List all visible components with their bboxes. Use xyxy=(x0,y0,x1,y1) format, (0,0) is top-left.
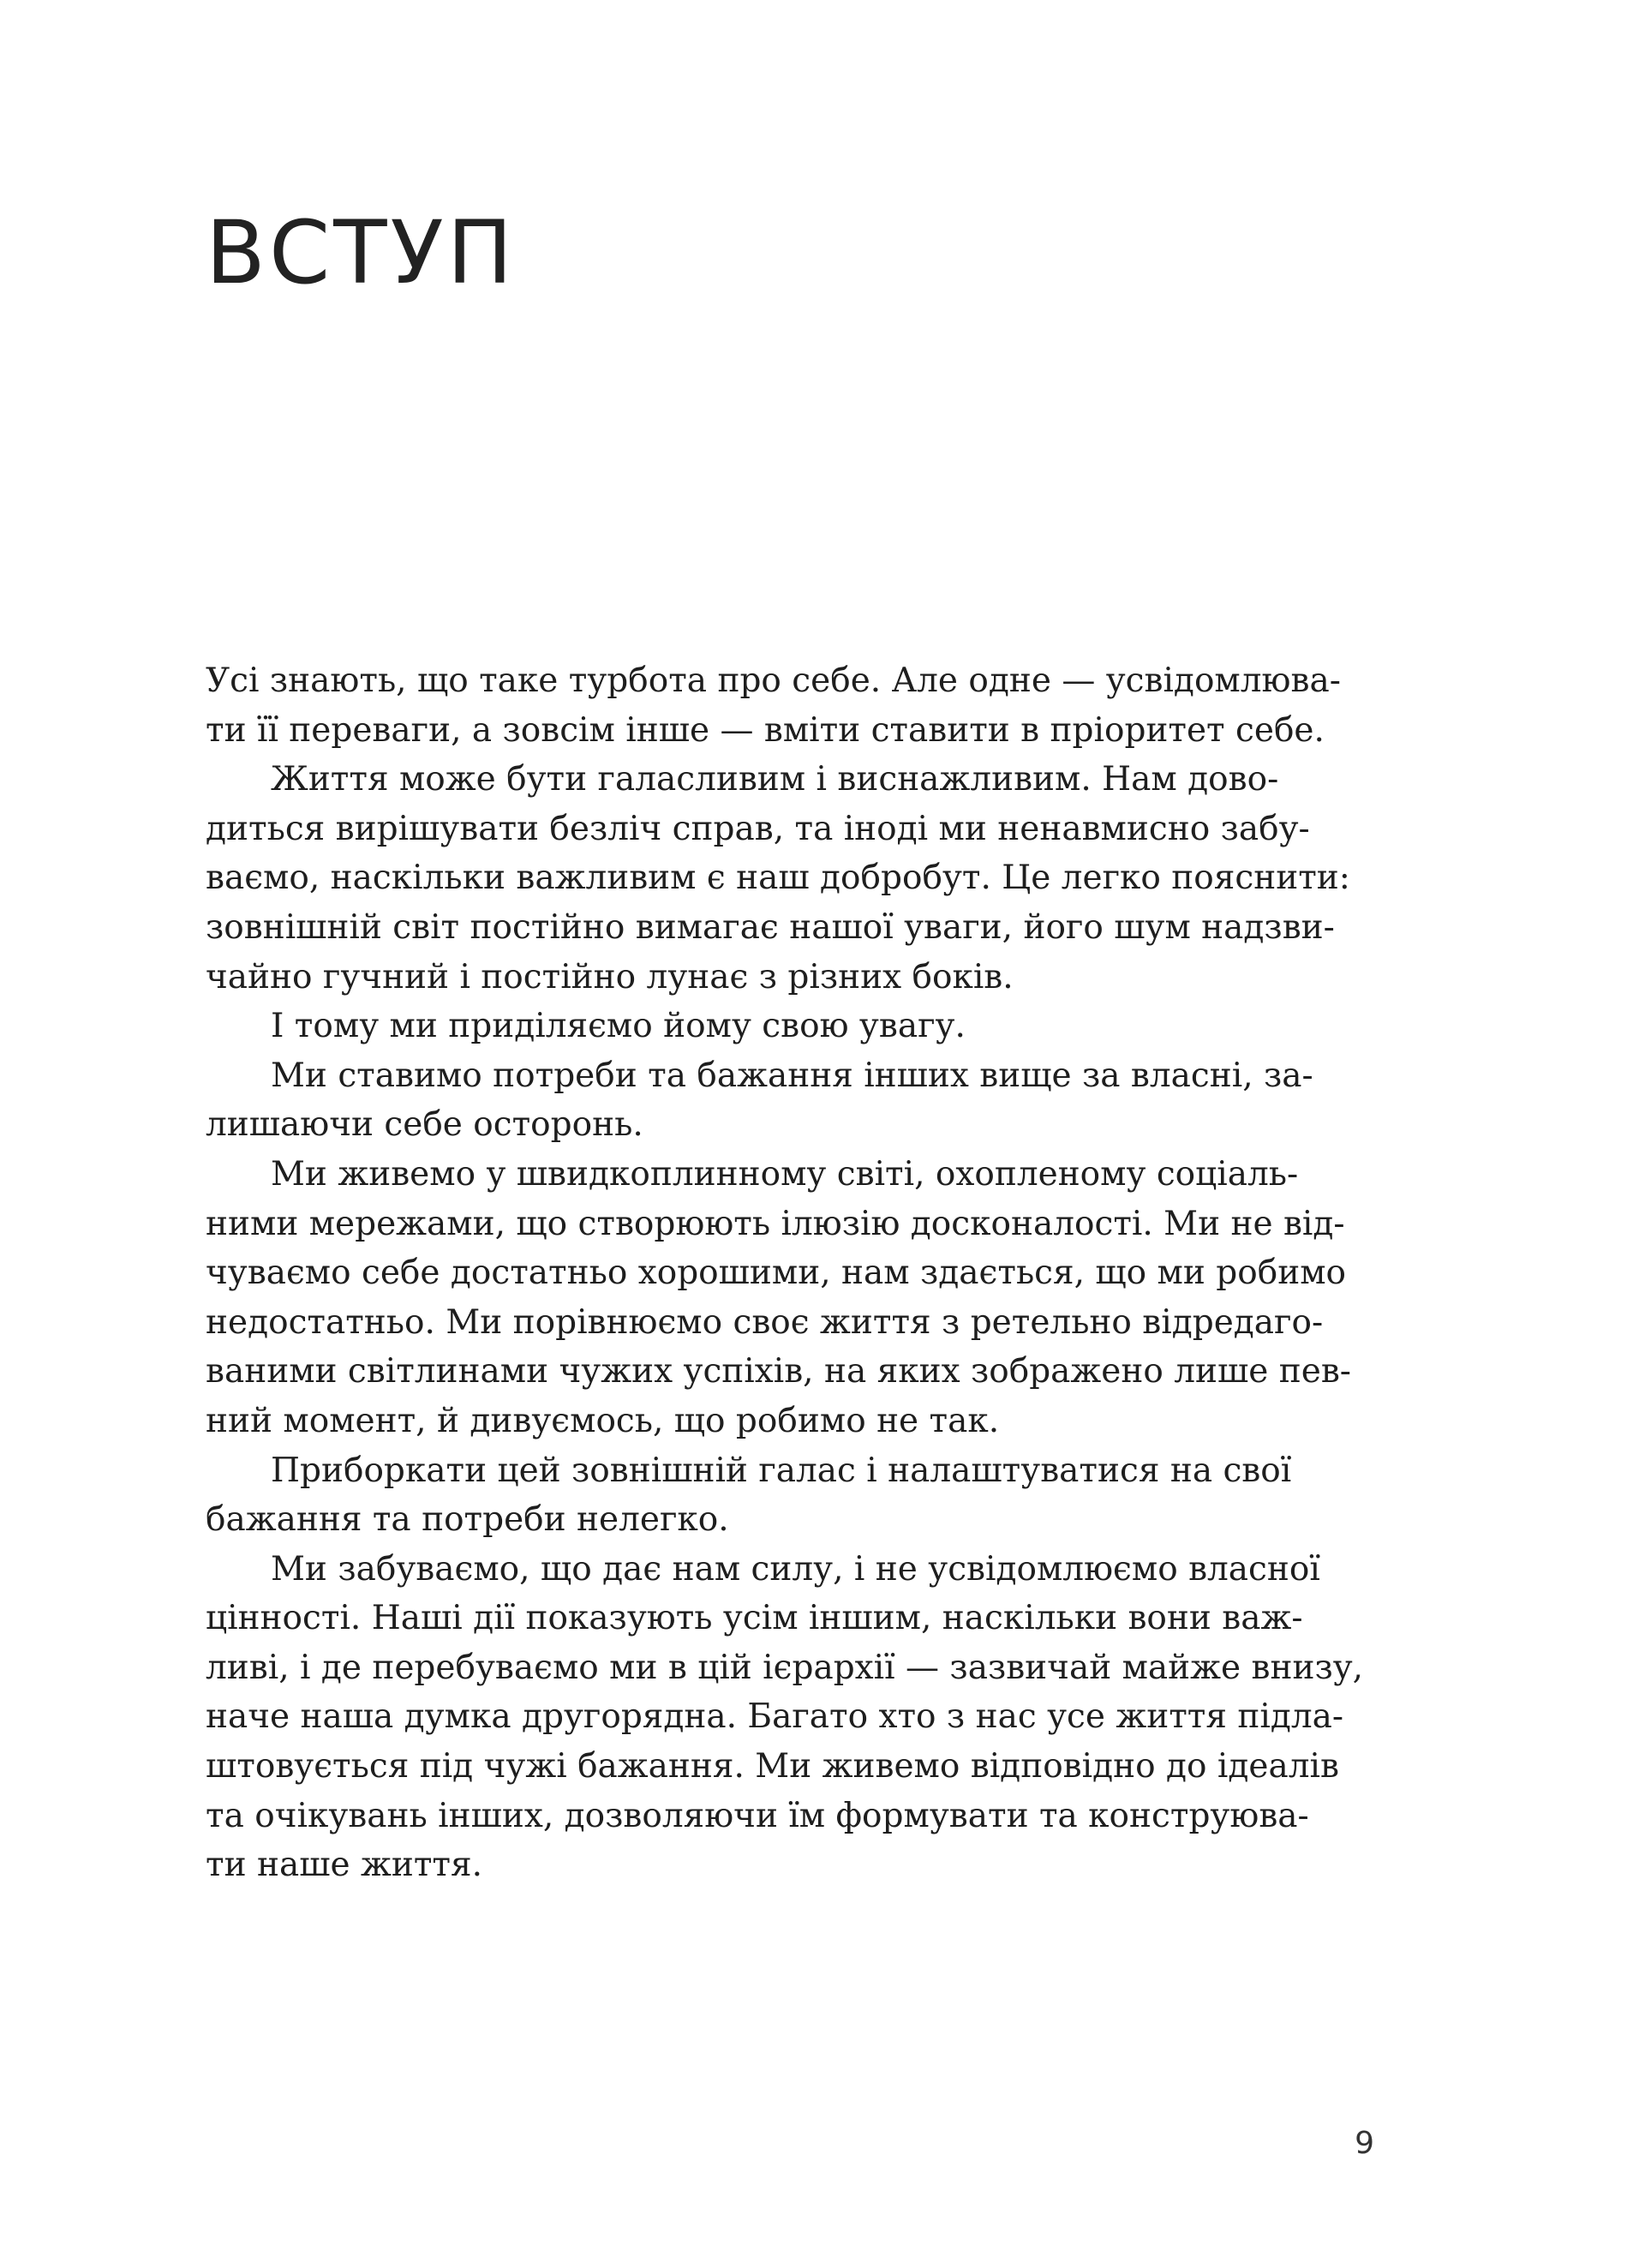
text-line: ливі, і де перебуваємо ми в цій ієрархії — зазвичай майже внизу, xyxy=(206,1648,1364,1687)
text-line: ти її переваги, а зовсім інше — вміти ставити в пріоритет себе. xyxy=(206,710,1325,750)
text-line: бажання та потреби нелегко. xyxy=(206,1500,729,1540)
text-line: Усі знають, що таке турбота про себе. Але одне — усвідомлюва- xyxy=(206,661,1341,700)
text-line: Життя може бути галасливим і виснажливим. Нам дово- xyxy=(271,760,1279,799)
text-line: Ми ставимо потреби та бажання інших вище за власні, за- xyxy=(271,1056,1313,1095)
text-line: штовується під чужі бажання. Ми живемо відповідно до ідеалів xyxy=(206,1747,1339,1786)
text-line: чайно гучний і постійно лунає з різних боків. xyxy=(206,957,1014,996)
text-line: та очікувань інших, дозволяючи їм формувати та конструюва- xyxy=(206,1796,1309,1835)
text-line: ний момент, й дивуємось, що робимо не так. xyxy=(206,1401,1000,1440)
text-line: чуваємо себе достатньо хорошими, нам здається, що ми робимо xyxy=(206,1254,1347,1293)
text-line: ваємо, наскільки важливим є наш добробут. Це легко пояснити: xyxy=(206,859,1350,898)
text-line: лишаючи себе осторонь. xyxy=(206,1105,643,1145)
text-line: зовнішній світ постійно вимагає нашої уваги, його шум надзви- xyxy=(206,907,1335,947)
text-line: недостатньо. Ми порівнюємо своє життя з ретельно відредаго- xyxy=(206,1302,1324,1342)
text-line: І тому ми приділяємо йому свою увагу. xyxy=(271,1007,966,1046)
chapter-title: ВСТУП xyxy=(206,202,517,304)
text-line: Ми живемо у швидкоплинному світі, охопленому соціаль- xyxy=(271,1154,1299,1194)
text-line: Приборкати цей зовнішній галас і налаштуватися на свої xyxy=(271,1451,1292,1490)
text-line: Ми забуваємо, що дає нам силу, і не усвідомлюємо власної xyxy=(271,1549,1320,1589)
page-number: 9 xyxy=(1355,2126,1374,2161)
text-line: ти наше життя. xyxy=(206,1846,482,1885)
text-line: наче наша думка другорядна. Багато хто з нас усе життя підла- xyxy=(206,1697,1344,1737)
body-text xyxy=(206,656,1388,1890)
text-line: ваними світлинами чужих успіхів, на яких зображено лише пев- xyxy=(206,1352,1351,1391)
text-line: диться вирішувати безліч справ, та іноді ми ненавмисно забу- xyxy=(206,809,1310,848)
text-line: цінності. Наші дії показують усім іншим, наскільки вони важ- xyxy=(206,1599,1303,1638)
text-line: ними мережами, що створюють ілюзію досконалості. Ми не від- xyxy=(206,1204,1345,1243)
